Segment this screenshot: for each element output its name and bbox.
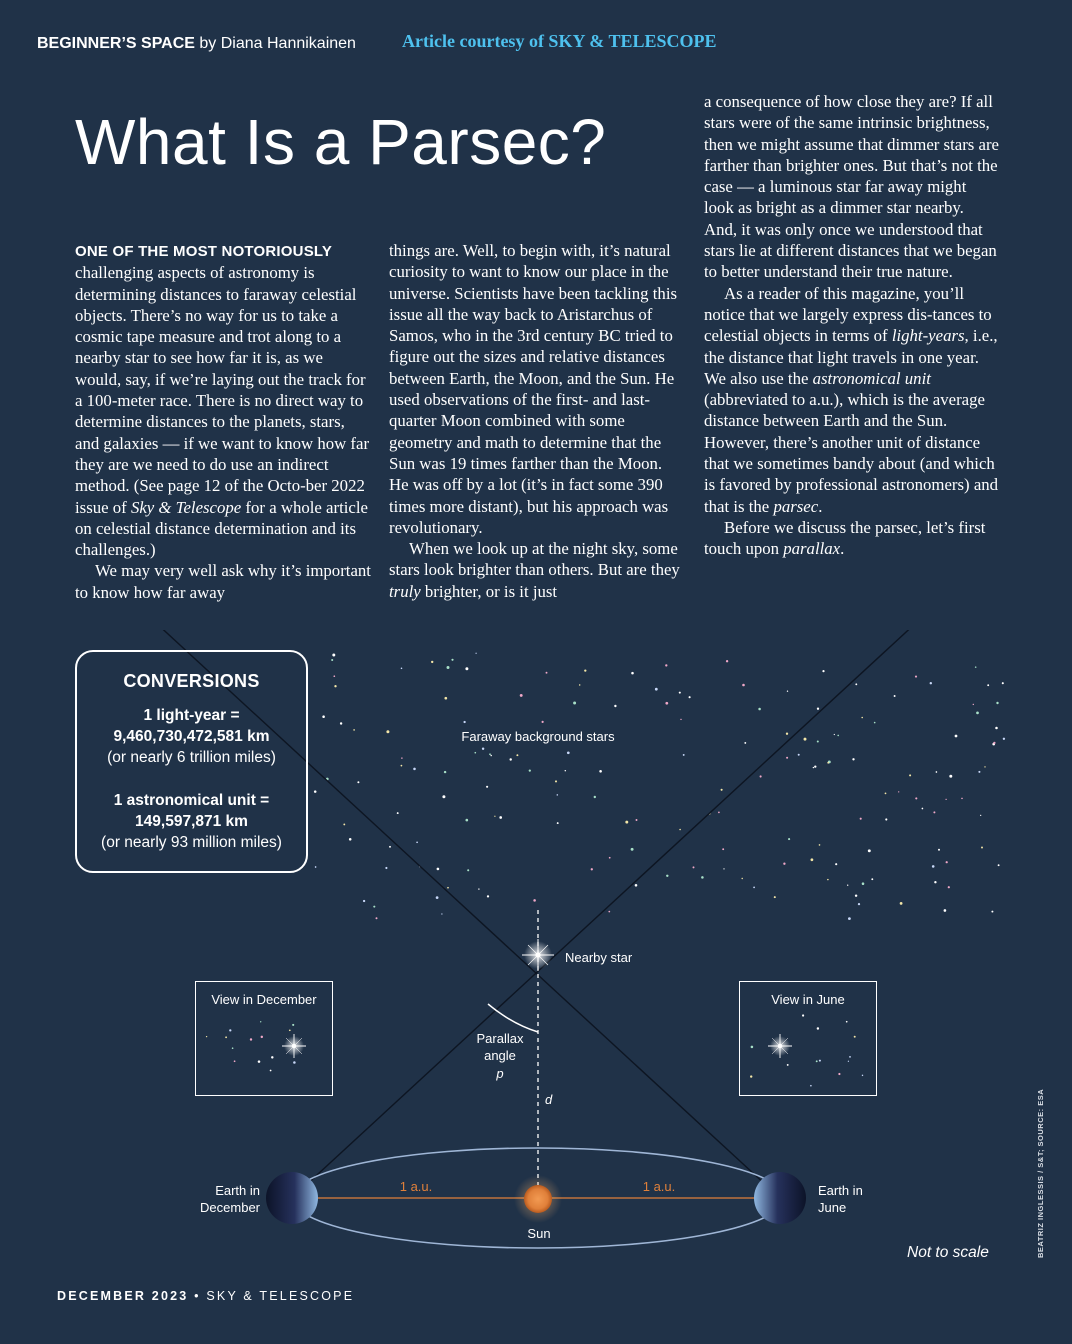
- background-star: [270, 1070, 272, 1072]
- background-star: [333, 675, 335, 677]
- paragraph: We may very well ask why it’s important to know how far away: [75, 561, 371, 602]
- earth-december-label-line1: Earth in: [215, 1183, 260, 1198]
- background-star: [819, 844, 821, 846]
- background-star: [332, 654, 335, 657]
- background-star: [693, 866, 695, 868]
- background-star: [786, 733, 788, 735]
- background-star: [599, 770, 602, 773]
- background-star: [981, 847, 983, 849]
- nearby-star-june: [768, 1034, 792, 1058]
- background-star: [798, 754, 800, 756]
- paragraph-text: , i.e., the distance that light travels in one year. We also use the: [704, 326, 998, 388]
- background-star: [898, 791, 899, 792]
- paragraph-text: .: [818, 496, 823, 516]
- nearby-star-label: Nearby star: [565, 950, 633, 965]
- au-label-right: 1 a.u.: [642, 1179, 676, 1194]
- background-star: [486, 786, 488, 788]
- background-star: [343, 823, 345, 825]
- conversions-box: [75, 650, 308, 873]
- background-star: [721, 789, 723, 791]
- background-star: [984, 766, 985, 767]
- background-star: [467, 869, 469, 871]
- background-star: [934, 881, 936, 883]
- background-star: [625, 821, 628, 824]
- column-header: [37, 35, 356, 53]
- conversions-title: CONVERSIONS: [123, 671, 260, 691]
- column-kicker: BEGINNER’S SPACE: [37, 35, 195, 52]
- image-credit: BEATRIZ INGLESSIS / S&T; SOURCE: ESA: [1036, 1088, 1045, 1258]
- background-star: [475, 653, 476, 654]
- background-star: [451, 659, 453, 661]
- background-star: [447, 887, 449, 889]
- background-star: [261, 1036, 263, 1038]
- background-star: [609, 857, 611, 859]
- background-star: [723, 868, 724, 869]
- background-star: [817, 1027, 819, 1029]
- background-star: [271, 1056, 273, 1058]
- page-footer: [57, 1289, 354, 1303]
- background-star: [555, 780, 557, 782]
- background-star: [868, 849, 871, 852]
- background-star: [760, 775, 762, 777]
- background-star: [750, 1075, 752, 1077]
- emphasis: light-years: [891, 326, 965, 346]
- background-star: [520, 694, 523, 697]
- background-star: [998, 864, 1000, 866]
- background-star: [987, 684, 989, 686]
- background-star: [838, 1073, 840, 1075]
- background-star: [413, 768, 416, 771]
- view-december-starfield: [196, 982, 334, 1097]
- background-star: [862, 882, 865, 885]
- paragraph: [75, 240, 371, 560]
- background-star: [742, 684, 745, 687]
- paragraph: a consequence of how close they are? If all stars were of the same intrinsic brightness, then we might assume that dimmer stars are farther than brighter ones. But that’s not the case — a luminous star far away might look as bright as a dimmer star nearby. And, it was only once we understood that stars lie at different distances that we began to better understand their true nature.: [704, 92, 999, 282]
- background-star: [741, 878, 742, 879]
- paragraph-text: When we look up at the night sky, some stars look brighter than others. But are they: [389, 539, 680, 580]
- background-star: [340, 722, 342, 724]
- background-star: [933, 811, 935, 813]
- background-star: [489, 753, 491, 755]
- text-column-2: [389, 240, 685, 602]
- au-line3: (or nearly 93 million miles): [101, 834, 282, 851]
- background-star: [827, 762, 829, 764]
- background-star: [357, 781, 359, 783]
- paragraph: [704, 283, 1000, 517]
- light-year-line2: 9,460,730,472,581 km: [113, 728, 270, 745]
- light-year-line1: 1 light-year =: [143, 707, 240, 724]
- background-star: [594, 796, 596, 798]
- background-star: [810, 1085, 812, 1087]
- background-star: [816, 1060, 818, 1062]
- background-star: [783, 863, 785, 865]
- background-star: [465, 819, 468, 822]
- background-star: [363, 900, 365, 902]
- view-june-starfield: [740, 982, 878, 1097]
- background-star: [945, 799, 946, 800]
- background-stars-label: Faraway background stars: [461, 729, 615, 744]
- background-star: [229, 1029, 231, 1031]
- background-star: [385, 867, 387, 869]
- background-star: [542, 721, 544, 723]
- background-star: [854, 1036, 856, 1038]
- background-star: [490, 755, 492, 757]
- background-star: [949, 775, 952, 778]
- background-star: [487, 895, 489, 897]
- background-star: [608, 911, 610, 913]
- lead-in: ONE OF THE MOST NOTORIOUSLY: [75, 243, 333, 260]
- background-star: [822, 670, 824, 672]
- background-star: [726, 660, 728, 662]
- sun-label: Sun: [527, 1226, 551, 1241]
- au-label-left: 1 a.u.: [399, 1179, 433, 1194]
- paragraph-text: for a whole article on celestial distance determination and its challenges.): [75, 497, 368, 560]
- background-star: [591, 868, 593, 870]
- background-star: [955, 735, 958, 738]
- background-star: [631, 672, 634, 675]
- background-star: [961, 798, 963, 800]
- paragraph-text: .: [840, 539, 845, 559]
- background-star: [482, 747, 484, 749]
- background-star: [444, 771, 446, 773]
- background-star: [976, 712, 979, 715]
- view-december-box: [195, 981, 333, 1096]
- background-star: [584, 669, 586, 671]
- background-star: [774, 896, 776, 898]
- view-june-label: View in June: [771, 992, 845, 1007]
- background-star: [930, 682, 932, 684]
- sun: [524, 1185, 552, 1213]
- background-star: [557, 822, 559, 824]
- background-star: [861, 717, 863, 719]
- background-star: [900, 902, 903, 905]
- au-line1: 1 astronomical unit =: [113, 792, 270, 809]
- view-june-box: [739, 981, 877, 1096]
- background-star: [885, 793, 887, 795]
- emphasis: parallax: [783, 539, 841, 559]
- article-title: What Is a Parsec?: [75, 106, 607, 178]
- background-star: [474, 752, 476, 754]
- background-star: [546, 672, 548, 674]
- background-star: [849, 1056, 851, 1058]
- background-star: [499, 816, 502, 819]
- background-star: [349, 838, 352, 841]
- background-star: [948, 886, 950, 888]
- background-star: [397, 812, 399, 814]
- background-star: [827, 879, 828, 880]
- background-star: [885, 818, 887, 820]
- background-star: [635, 884, 638, 887]
- background-star: [980, 815, 981, 816]
- background-star: [787, 691, 788, 692]
- background-star: [494, 816, 495, 817]
- background-star: [557, 794, 559, 796]
- background-star: [1003, 738, 1005, 740]
- background-star: [516, 754, 518, 756]
- magazine-name: Sky & Telescope: [130, 497, 242, 517]
- background-star: [1002, 682, 1004, 684]
- background-star: [206, 1036, 207, 1037]
- background-star: [293, 1061, 296, 1064]
- background-star: [758, 708, 761, 711]
- background-star: [665, 664, 667, 666]
- background-star: [874, 722, 876, 724]
- background-star: [679, 692, 681, 694]
- text-column-1: [75, 240, 371, 603]
- background-star: [529, 769, 531, 771]
- background-star: [315, 866, 317, 868]
- background-star: [744, 742, 746, 744]
- background-star: [334, 685, 336, 687]
- background-star: [938, 849, 940, 851]
- background-star: [922, 808, 924, 810]
- background-star: [932, 865, 935, 868]
- parallax-arc: [488, 1004, 538, 1032]
- background-star: [442, 795, 445, 798]
- background-star: [936, 771, 938, 773]
- background-star: [401, 757, 402, 758]
- background-star: [835, 863, 837, 865]
- background-star: [978, 771, 980, 773]
- background-star: [701, 876, 704, 879]
- courtesy-line: Article courtesy of SKY & TELESCOPE: [402, 31, 717, 51]
- background-star: [993, 742, 995, 744]
- background-star: [250, 1038, 252, 1040]
- parallax-label-line2: angle: [484, 1048, 516, 1063]
- background-star: [995, 727, 998, 730]
- background-star: [915, 797, 917, 799]
- not-to-scale-note: Not to scale: [907, 1244, 989, 1261]
- earth-june: [754, 1172, 806, 1224]
- paragraph: [389, 538, 685, 602]
- background-star: [679, 829, 681, 831]
- background-star: [813, 767, 814, 768]
- background-star: [786, 757, 788, 759]
- emphasis: truly: [389, 581, 421, 601]
- background-star: [846, 1021, 848, 1023]
- background-star: [567, 751, 570, 754]
- background-star: [855, 683, 857, 685]
- view-december-label: View in December: [211, 992, 317, 1007]
- byline: by Diana Hannikainen: [199, 35, 356, 52]
- light-year-line3: (or nearly 6 trillion miles): [107, 749, 276, 766]
- background-star: [444, 697, 447, 700]
- parallax-label-line1: Parallax: [476, 1031, 524, 1046]
- background-star: [858, 903, 860, 905]
- background-star: [234, 1060, 236, 1062]
- background-star: [389, 846, 391, 848]
- background-star: [665, 702, 668, 705]
- sightline-december: [292, 630, 930, 1198]
- background-star: [573, 702, 576, 705]
- background-star: [753, 887, 755, 889]
- background-star: [314, 790, 317, 793]
- background-star: [751, 1046, 754, 1049]
- background-star: [946, 861, 948, 863]
- earth-june-label-line2: June: [818, 1200, 847, 1215]
- text-column-3: [704, 91, 1000, 560]
- background-star: [860, 818, 862, 820]
- background-star: [614, 705, 616, 707]
- background-star: [689, 696, 691, 698]
- background-star: [260, 1021, 261, 1022]
- au-line2: 149,597,871 km: [135, 813, 248, 830]
- background-star: [871, 878, 873, 880]
- background-star: [666, 875, 668, 877]
- background-star: [909, 774, 911, 776]
- background-star: [225, 1036, 227, 1038]
- background-star: [232, 1047, 234, 1049]
- distance-symbol: d: [545, 1092, 553, 1107]
- background-star: [683, 754, 685, 756]
- paragraph: [704, 517, 1000, 560]
- background-star: [862, 1075, 863, 1076]
- paragraph-text: (abbreviated to a.u.), which is the average distance between Earth and the Sun. However, there’s another unit of distance that we sometimes bandy about (and which is favored by professional astronomers) and that is the: [704, 390, 999, 516]
- background-star: [258, 1060, 261, 1063]
- background-star: [915, 676, 917, 678]
- background-star: [289, 1029, 291, 1031]
- background-star: [680, 719, 681, 720]
- paragraph-text: As a reader of this magazine, you’ll notice that we largely express dis-tances to celestial objects in terms of: [704, 283, 992, 346]
- nearby-star-december: [282, 1034, 306, 1058]
- background-star: [431, 661, 433, 663]
- background-star: [847, 885, 848, 886]
- background-star: [353, 729, 355, 731]
- background-star: [718, 812, 720, 814]
- earth-june-label-line1: Earth in: [818, 1183, 863, 1198]
- background-star: [441, 913, 442, 914]
- background-star: [852, 758, 854, 760]
- background-starfield: [314, 653, 1005, 920]
- background-star: [437, 868, 440, 871]
- footer-issue: DECEMBER 2023: [57, 1289, 189, 1303]
- background-star: [376, 917, 378, 919]
- background-star: [292, 1024, 294, 1026]
- background-star: [533, 899, 536, 902]
- background-star: [416, 841, 418, 843]
- background-star: [855, 894, 857, 896]
- background-star: [331, 659, 333, 661]
- nearby-star: [522, 939, 554, 971]
- background-star: [722, 848, 724, 850]
- background-star: [386, 730, 389, 733]
- background-star: [447, 666, 450, 669]
- paragraph-text: Before we discuss the parsec, let’s first touch upon: [704, 517, 986, 559]
- background-star: [636, 819, 638, 821]
- background-star: [478, 888, 479, 889]
- paragraph-text: brighter, or is it just: [420, 581, 558, 601]
- background-star: [817, 740, 819, 742]
- background-star: [802, 1014, 804, 1016]
- earth-december: [266, 1172, 318, 1224]
- emphasis: astronomical unit: [812, 368, 931, 388]
- background-star: [814, 765, 816, 767]
- background-star: [804, 738, 807, 741]
- background-star: [973, 704, 974, 705]
- background-star: [788, 838, 790, 840]
- footer-bullet: •: [194, 1289, 201, 1303]
- background-star: [787, 1064, 789, 1066]
- background-star: [401, 668, 403, 670]
- background-star: [848, 1061, 849, 1062]
- earth-december-label-line2: December: [200, 1200, 260, 1215]
- background-star: [465, 667, 468, 670]
- background-star: [817, 708, 819, 710]
- emphasis: parsec: [773, 496, 819, 516]
- background-star: [509, 758, 511, 760]
- background-star: [579, 684, 580, 685]
- background-star: [631, 848, 634, 851]
- background-star: [463, 721, 465, 723]
- footer-magazine: SKY & TELESCOPE: [206, 1289, 355, 1303]
- background-star: [811, 858, 814, 861]
- background-star: [848, 917, 851, 920]
- background-star: [322, 715, 325, 718]
- background-star: [834, 734, 835, 735]
- parallax-symbol: p: [496, 1066, 504, 1081]
- background-star: [401, 765, 403, 767]
- background-star: [655, 688, 658, 691]
- background-star: [819, 1060, 821, 1062]
- background-star: [975, 666, 977, 668]
- background-star: [436, 896, 439, 899]
- paragraph-text: challenging aspects of astronomy is determining distances to faraway celestial objects. There’s no way for us to take a cosmic tape measure and trot along to a nearby star to see how far it is, as we would, say, if we’re laying out the track for a 100-meter race. There is no direct way to determine distances to the planets, stars, and galaxies — if we want to know how far they are we need to do use an indirect method. (See page 12 of the Octo-ber 2022 issue of: [75, 263, 370, 517]
- background-star: [565, 770, 566, 771]
- background-star: [837, 735, 839, 737]
- background-star: [944, 909, 947, 912]
- background-star: [996, 702, 998, 704]
- paragraph: things are. Well, to begin with, it’s natural curiosity to want to know our place in the universe. Scientists have been tackling this issue all the way back to Aristarchus of Samos, who in the 3rd century BC tried to figure out the sizes and relative distances between Earth, the Moon, and the Sun. He used observations of the first- and last-quarter Moon combined with some geometry and math to determine that the Sun was 19 times farther than the Moon. He was off by a lot (it’s in fact some 390 times more distant), but his approach was revolutionary.: [389, 241, 678, 537]
- background-star: [894, 695, 896, 697]
- background-star: [373, 906, 375, 908]
- background-star: [991, 911, 993, 913]
